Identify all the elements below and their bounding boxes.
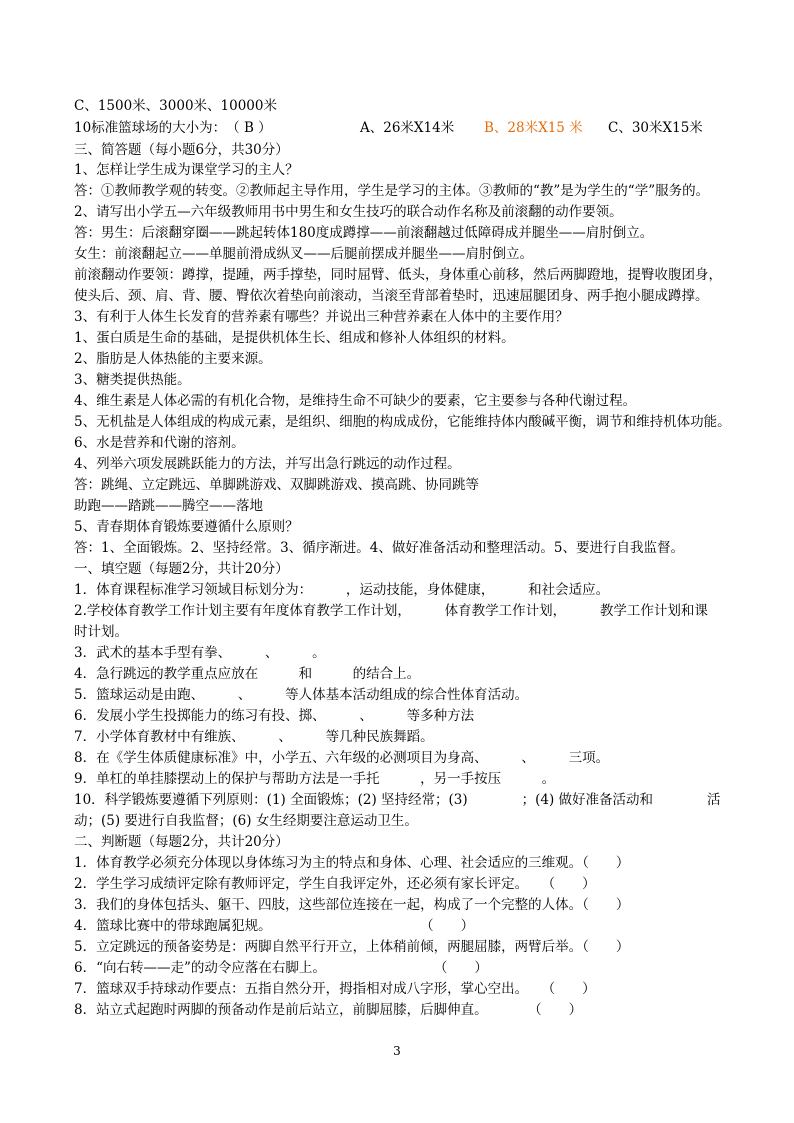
section-heading: 三、简答题（每小题6分，共30分） [74,142,289,158]
answer-line: 4、维生素是人体必需的有机化合物，是维持生命不可缺少的要素，它主要参与各种代谢过程。 [74,393,637,409]
answer-line: 答：1、全面锻炼。2、坚持经常。3、循序渐进。4、做好准备活动和整理活动。5、要进行自我监督。 [74,540,684,556]
true-false-item: 7．篮球双手持球动作要点：五指自然分开，拇指相对成八字形，掌心空出。 （ ） [74,981,596,997]
fill-blank-item: 7．小学体育教材中有维族、 、 等几种民族舞蹈。 [74,729,434,745]
answer-line: 答：男生：后滚翻穿圈——跳起转体180度成蹲撑——前滚翻越过低障碍成并腿坐——肩肘倒立。 [74,225,654,241]
answer-line: 6、水是营养和代谢的溶剂。 [74,435,245,451]
answer-line: 2、脂肪是人体热能的主要来源。 [74,351,272,367]
true-false-item: 2．学生学习成绩评定除有教师评定，学生自我评定外，还必须有家长评定。 （ ） [74,876,596,892]
answer-line: 1、蛋白质是生命的基础，是提供机体生长、组成和修补人体组织的材料。 [74,330,515,346]
answer-line: 助跑——踏跳——腾空——落地 [74,498,263,514]
fill-blank-item: 4．急行跳远的教学重点应放在 和 的结合上。 [74,666,421,682]
question-line: 2、请写出小学五—六年级教师用书中男生和女生技巧的联合动作名称及前滚翻的动作要领。 [74,204,623,220]
fill-blank-item: 5．篮球运动是由跑、 、 等人体基本活动组成的综合性体育活动。 [74,687,529,703]
question-line: 3、有利于人体生长发育的营养素有哪些？并说出三种营养素在人体中的主要作用？ [74,309,569,325]
question-10-line [74,118,734,138]
fill-blank-item: 1．体育课程标准学习领域目标划分为： ，运动技能，身体健康， 和社会适应。 [74,582,610,598]
fill-blank-item: 9．单杠的单挂膝摆动上的保护与帮助方法是一手托 ，另一手按压 。 [74,771,556,787]
fill-blank-item: 10．科学锻炼要遵循下列原则：(1) 全面锻炼；(2) 坚持经常；(3) ；(4) 做好准备活动和 活 [74,792,721,808]
option-a: A、26米X14米 [360,120,455,136]
option-c: C、30米X15米 [608,120,703,136]
fill-blank-item: 3．武术的基本手型有拳、 、 。 [74,645,326,661]
answer-line: 答：①教师教学观的转变。②教师起主导作用，学生是学习的主体。③教师的“教”是为学生的“学”服务的。 [74,183,710,199]
section-heading: 二、判断题（每题2分，共计20分） [74,834,289,850]
fill-blank-item: 6．发展小学生投掷能力的练习有投、掷、 、 等多种方法 [74,708,475,724]
true-false-item: 8．站立式起跑时两脚的预备动作是前后站立，前脚屈膝，后脚伸直。 （ ） [74,1002,583,1018]
answer-line: 3、糖类提供热能。 [74,372,191,388]
fill-blank-item: 时计划。 [74,624,128,640]
answer-line: 5、无机盐是人体组成的构成元素，是组织、细胞的构成成份，它能维持体内酸碱平衡，调节和维持机体功能。 [74,414,731,430]
answer-line: 使头后、颈、肩、背、腰、臀依次着垫向前滚动，当滚至背部着垫时，迅速屈腿团身、两手抱小腿成蹲撑。 [74,288,709,304]
true-false-item: 5．立定跳远的预备姿势是：两脚自然平行开立，上体稍前倾，两腿屈膝，两臂后举。（ ） [74,939,630,955]
question-line: 4、列举六项发展跳跃能力的方法，并写出急行跳远的动作过程。 [74,456,461,472]
answer-line: 前滚翻动作要领：蹲撑，提踵，两手撑垫，同时屈臂、低头，身体重心前移，然后两脚蹬地，提臀收腹团身， [74,267,722,283]
fill-blank-item: 动；(5) 要进行自我监督；(6) 女生经期要注意运动卫生。 [74,813,418,829]
question-line: 1、怎样让学生成为课堂学习的主人？ [74,162,299,178]
fill-blank-item: 8．在《学生体质健康标准》中，小学五、六年级的必测项目为身高、 、 三项。 [74,750,610,766]
true-false-item: 4．篮球比赛中的带球跑属犯规。 （ ） [74,918,475,934]
true-false-item: 3．我们的身体包括头、躯干、四肢，这些部位连接在一起，构成了一个完整的人体。（ ） [74,897,630,913]
answer-line: 女生：前滚翻起立——单腿前滑成纵叉——后腿前摆成并腿坐——肩肘倒立。 [74,246,533,262]
question-line: 5、青春期体育锻炼要遵循什么原则？ [74,519,299,535]
true-false-item: 1．体育教学必须充分体现以身体练习为主的特点和身体、心理、社会适应的三维观。（ ） [74,855,630,871]
section-heading: 一、填空题（每题2分，共计20分） [74,561,289,577]
answer-line: 答：跳绳、立定跳远、单脚跳游戏、双脚跳游戏、摸高跳、协同跳等 [74,477,479,493]
text-line: C、1500米、3000米、10000米 [74,98,277,114]
question-10-text: 10标准篮球场的大小为： （ B ） [74,120,272,136]
option-b-answer: B、28米X15 米 [484,120,583,136]
page-number: 3 [393,1044,401,1058]
fill-blank-item: 2.学校体育教学工作计划主要有年度体育教学工作计划， 体育教学工作计划， 教学工作计划和课 [74,603,708,619]
true-false-item: 6．“向右转——走”的动令应落在右脚上。 （ ） [74,960,488,976]
